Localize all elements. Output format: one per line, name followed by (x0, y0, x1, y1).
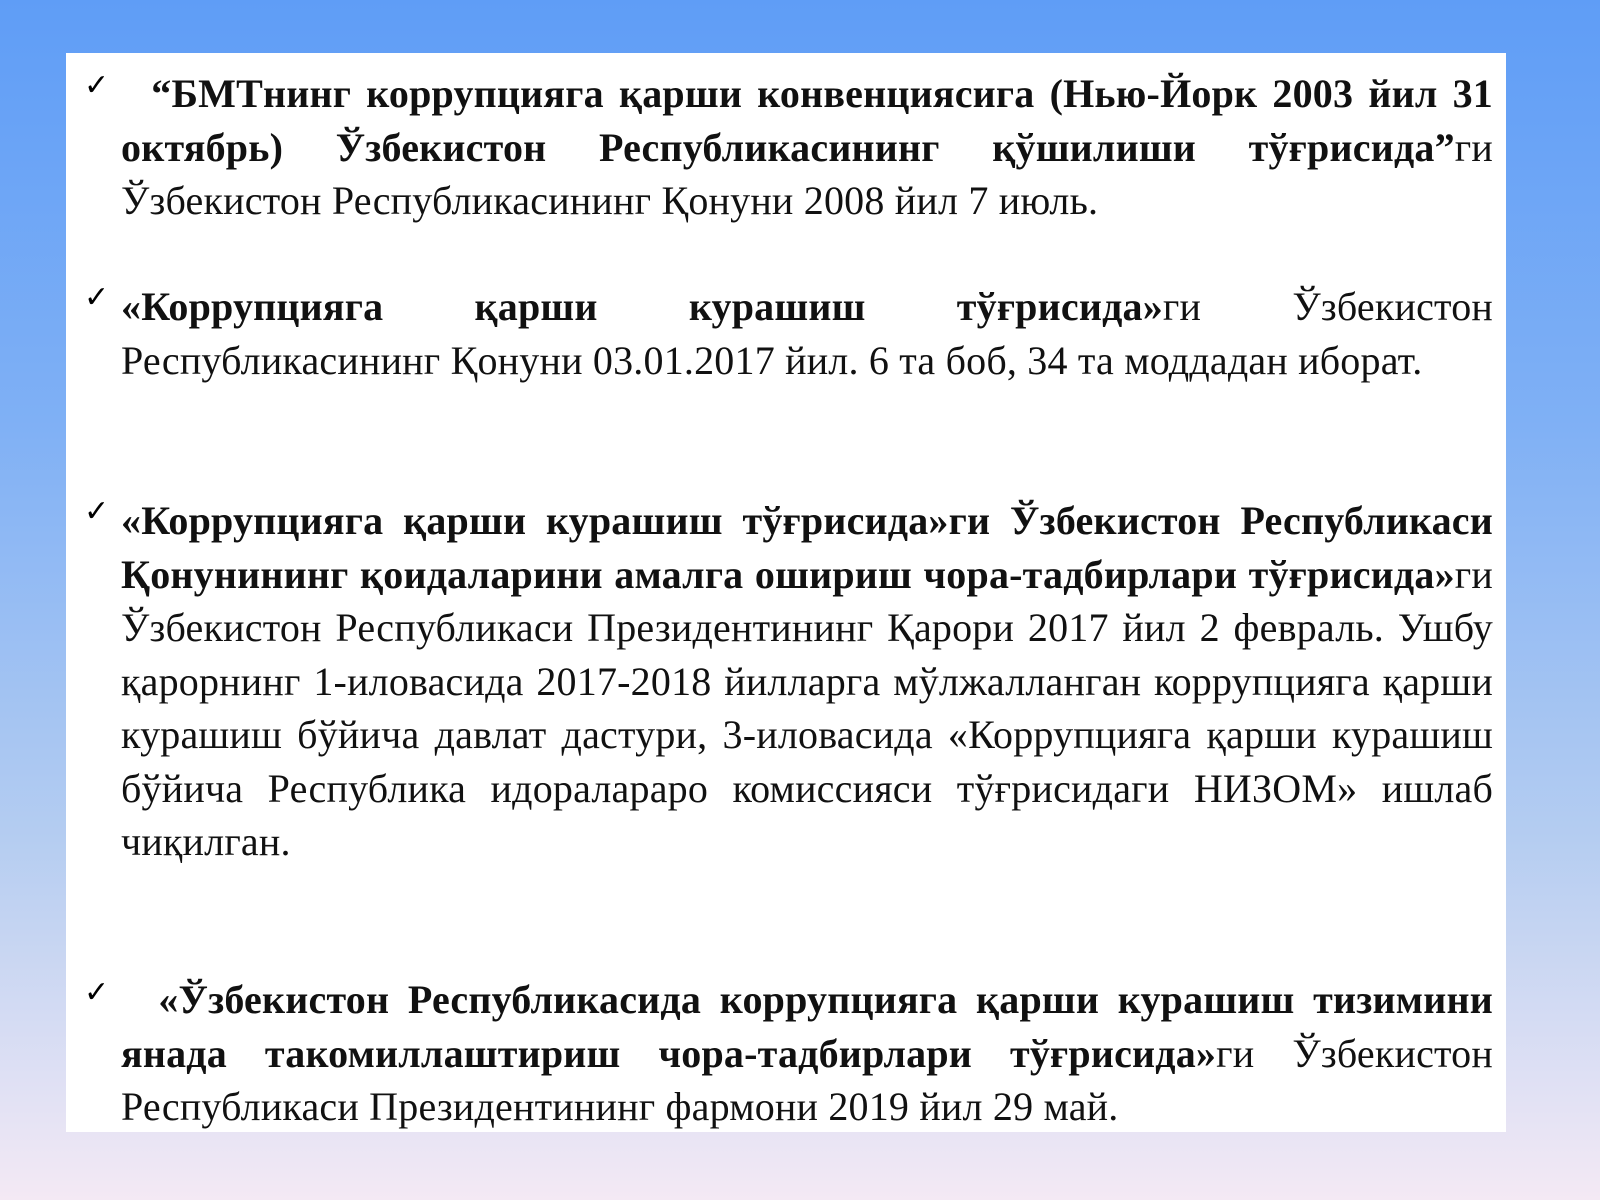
list-item-normal-text: ги Ўзбекистон Республикасининг Қонуни 2008 йил 7 июль. (121, 124, 1493, 223)
checkmark-icon: ✓ (84, 975, 110, 1010)
list-item-text (121, 280, 1493, 387)
list-item-text (121, 67, 1493, 228)
list-item-bold-text: «Коррупцияга қарши курашиш тўғрисида» (121, 284, 1163, 329)
list-item-bold-text: «Коррупцияга қарши курашиш тўғрисида»ги Ўзбекистон Республикаси Қонунининг қоидаларини амалга ошириш чора-тадбирлари тўғрисида» (121, 498, 1493, 597)
list-item-text (121, 973, 1493, 1134)
checkmark-icon: ✓ (84, 280, 110, 315)
checkmark-icon: ✓ (84, 68, 110, 103)
checkmark-icon: ✓ (84, 494, 110, 529)
list-item-bold-text: «Ўзбекистон Республикасида коррупцияга қарши курашиш тизимини янада такомиллаштириш чора-тадбирлари тўғрисида» (121, 977, 1493, 1076)
list-item-bold-text: “БМТнинг коррупцияга қарши конвенциясига (Нью-Йорк 2003 йил 31 октябрь) Ўзбекистон Республикасининг қўшилиши тўғрисида” (121, 71, 1494, 170)
list-item-normal-text: ги Ўзбекистон Республикаси Президентининг фармони 2019 йил 29 май. (121, 1030, 1493, 1129)
list-item-normal-text: ги Ўзбекистон Республикасининг Қонуни 03.01.2017 йил. 6 та боб, 34 та моддадан иборат. (121, 284, 1493, 383)
list-item-normal-text: ги Ўзбекистон Республикаси Президентининг Қарори 2017 йил 2 февраль. Ушбу қарорнинг 1-иловасида 2017-2018 йилларга мўлжалланган коррупцияга қарши курашиш бўйича давлат дастури, 3-иловасида «Коррупцияга қарши курашиш бўйича Республика идоралараро комиссияси тўғрисидаги НИЗОМ» ишлаб чиқилган. (121, 551, 1493, 864)
list-item-text (121, 494, 1493, 869)
content-panel (66, 53, 1506, 1132)
